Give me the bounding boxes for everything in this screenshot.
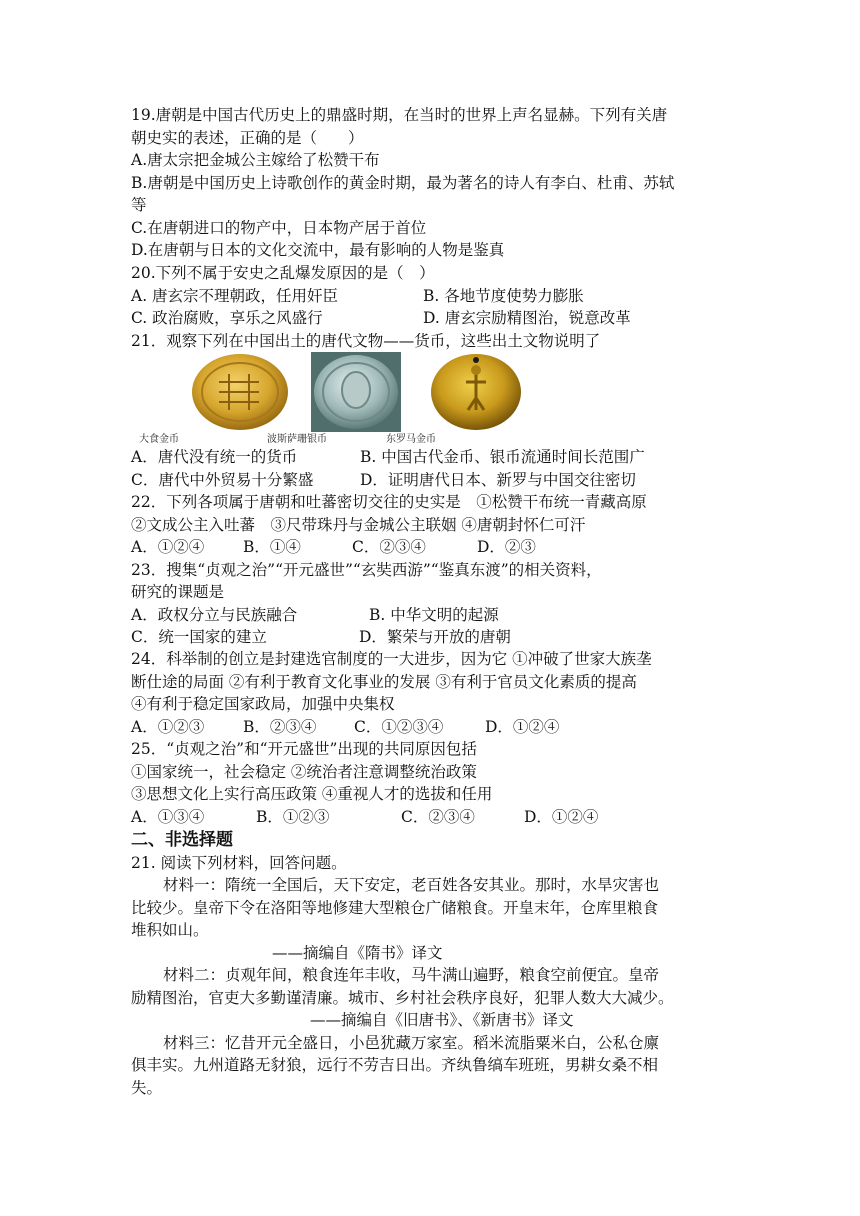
q25-item-line1: ①国家统一，社会稳定 ②统治者注意调整统治政策 bbox=[131, 763, 477, 781]
q25-option-d: D．①②④ bbox=[524, 808, 599, 826]
q20-stem: 20.下列不属于安史之乱爆发原因的是（ ） bbox=[131, 264, 435, 282]
q24-option-d: D．①②④ bbox=[485, 718, 560, 736]
q19-option-b-line2: 等 bbox=[131, 196, 147, 214]
q24-option-b: B．②③④ bbox=[243, 718, 317, 736]
material2-line2: 励精图治，官吏大多勤谨清廉。城市、乡村社会秩序良好，犯罪人数大大减少。 bbox=[131, 989, 674, 1007]
q24-option-a: A．①②③ bbox=[131, 718, 205, 736]
persian-silver-coin-image bbox=[311, 352, 401, 432]
q24-stem-line2: 断仕途的局面 ②有利于教育文化事业的发展 ③有利于官员文化素质的提高 bbox=[131, 673, 637, 691]
coin-caption-2: 波斯萨珊银币 bbox=[267, 434, 327, 445]
q21-option-b: B. 中国古代金币、银币流通时间长范围广 bbox=[360, 448, 645, 466]
q19-stem-line2: 朝史实的表述，正确的是（ ） bbox=[131, 129, 364, 147]
material3-line1: 材料三：忆昔开元全盛日，小邑犹藏万家室。稻米流脂粟米白，公私仓廪 bbox=[163, 1034, 660, 1052]
q19-option-b-line1: B.唐朝是中国历史上诗歌创作的黄金时期，最为著名的诗人有李白、杜甫、苏轼 bbox=[131, 174, 675, 192]
coin-images bbox=[131, 352, 531, 444]
q19-option-a: A.唐太宗把金城公主嫁给了松赞干布 bbox=[131, 151, 380, 169]
q20-option-c: C. 政治腐败，享乐之风盛行 bbox=[131, 309, 323, 327]
q22-stem-line2: ②文成公主入吐蕃 ③尺带珠丹与金城公主联姻 ④唐朝封怀仁可汗 bbox=[131, 516, 586, 534]
material-question-intro: 21. 阅读下列材料，回答问题。 bbox=[131, 854, 347, 872]
q21-stem: 21．观察下列在中国出土的唐代文物——货币，这些出土文物说明了 bbox=[131, 332, 601, 350]
q23-option-c: C．统一国家的建立 bbox=[131, 628, 267, 646]
material1-line2: 比较少。皇帝下令在洛阳等地修建大型粮仓广储粮食。开皇末年，仓库里粮食 bbox=[131, 899, 659, 917]
material1-line1: 材料一：隋统一全国后，天下安定，老百姓各安其业。那时，水旱灾害也 bbox=[163, 876, 660, 894]
material3-line2: 俱丰实。九州道路无豺狼，远行不劳吉日出。齐纨鲁缟车班班，男耕女桑不相 bbox=[131, 1056, 659, 1074]
arab-gold-coin-image bbox=[189, 352, 291, 432]
q24-stem-line1: 24．科举制的创立是封建选官制度的一大进步，因为它 ①冲破了世家大族垄 bbox=[131, 650, 652, 668]
section-heading: 二、非选择题 bbox=[131, 830, 233, 850]
q23-option-d: D．繁荣与开放的唐朝 bbox=[359, 628, 511, 646]
q21-option-a: A．唐代没有统一的货币 bbox=[131, 448, 298, 466]
q22-stem-line1: 22．下列各项属于唐朝和吐蕃密切交往的史实是 ①松赞干布统一青藏高原 bbox=[131, 493, 647, 511]
q25-option-c: C．②③④ bbox=[401, 808, 475, 826]
byzantine-gold-coin-image bbox=[428, 352, 524, 432]
q23-stem-line1: 23．搜集“贞观之治”“开元盛世”“玄奘西游”“鉴真东渡”的相关资料， bbox=[131, 561, 602, 579]
q22-option-b: B．①④ bbox=[243, 538, 301, 556]
coin-caption-3: 东罗马金币 bbox=[386, 434, 436, 445]
q24-stem-line3: ④有利于稳定国家政局，加强中央集权 bbox=[131, 695, 395, 713]
q23-option-a: A．政权分立与民族融合 bbox=[131, 606, 298, 624]
q24-option-c: C．①②③④ bbox=[354, 718, 444, 736]
material3-line3: 失。 bbox=[131, 1079, 163, 1097]
q22-option-d: D．②③ bbox=[477, 538, 536, 556]
q20-option-a: A. 唐玄宗不理朝政，任用奸臣 bbox=[131, 287, 339, 305]
q25-option-a: A．①③④ bbox=[131, 808, 205, 826]
q22-option-c: C．②③④ bbox=[352, 538, 426, 556]
q21-option-d: D．证明唐代日本、新罗与中国交往密切 bbox=[360, 471, 636, 489]
q23-stem-line2: 研究的课题是 bbox=[131, 583, 225, 601]
q20-option-d: D. 唐玄宗励精图治，锐意改革 bbox=[423, 309, 631, 327]
material2-source: ——摘编自《旧唐书》、《新唐书》译文 bbox=[310, 1011, 574, 1029]
q19-option-c: C.在唐朝进口的物产中，日本物产居于首位 bbox=[131, 219, 427, 237]
material1-line3: 堆积如山。 bbox=[131, 921, 209, 939]
material1-source: ——摘编自《隋书》译文 bbox=[272, 944, 443, 962]
q22-option-a: A．①②④ bbox=[131, 538, 205, 556]
q25-option-b: B．①②③ bbox=[256, 808, 330, 826]
coin-caption-1: 大食金币 bbox=[139, 434, 179, 445]
q25-item-line2: ③思想文化上实行高压政策 ④重视人才的选拔和任用 bbox=[131, 785, 493, 803]
q20-option-b: B. 各地节度使势力膨胀 bbox=[423, 287, 584, 305]
q23-option-b: B. 中华文明的起源 bbox=[369, 606, 499, 624]
q19-option-d: D.在唐朝与日本的文化交流中，最有影响的人物是鉴真 bbox=[131, 241, 505, 259]
material2-line1: 材料二：贞观年间，粮食连年丰收，马牛满山遍野，粮食空前便宜。皇帝 bbox=[163, 966, 660, 984]
q19-stem-line1: 19.唐朝是中国古代历史上的鼎盛时期，在当时的世界上声名显赫。下列有关唐 bbox=[131, 106, 668, 124]
q21-option-c: C．唐代中外贸易十分繁盛 bbox=[131, 471, 314, 489]
q25-stem: 25．“贞观之治”和“开元盛世”出现的共同原因包括 bbox=[131, 740, 477, 758]
